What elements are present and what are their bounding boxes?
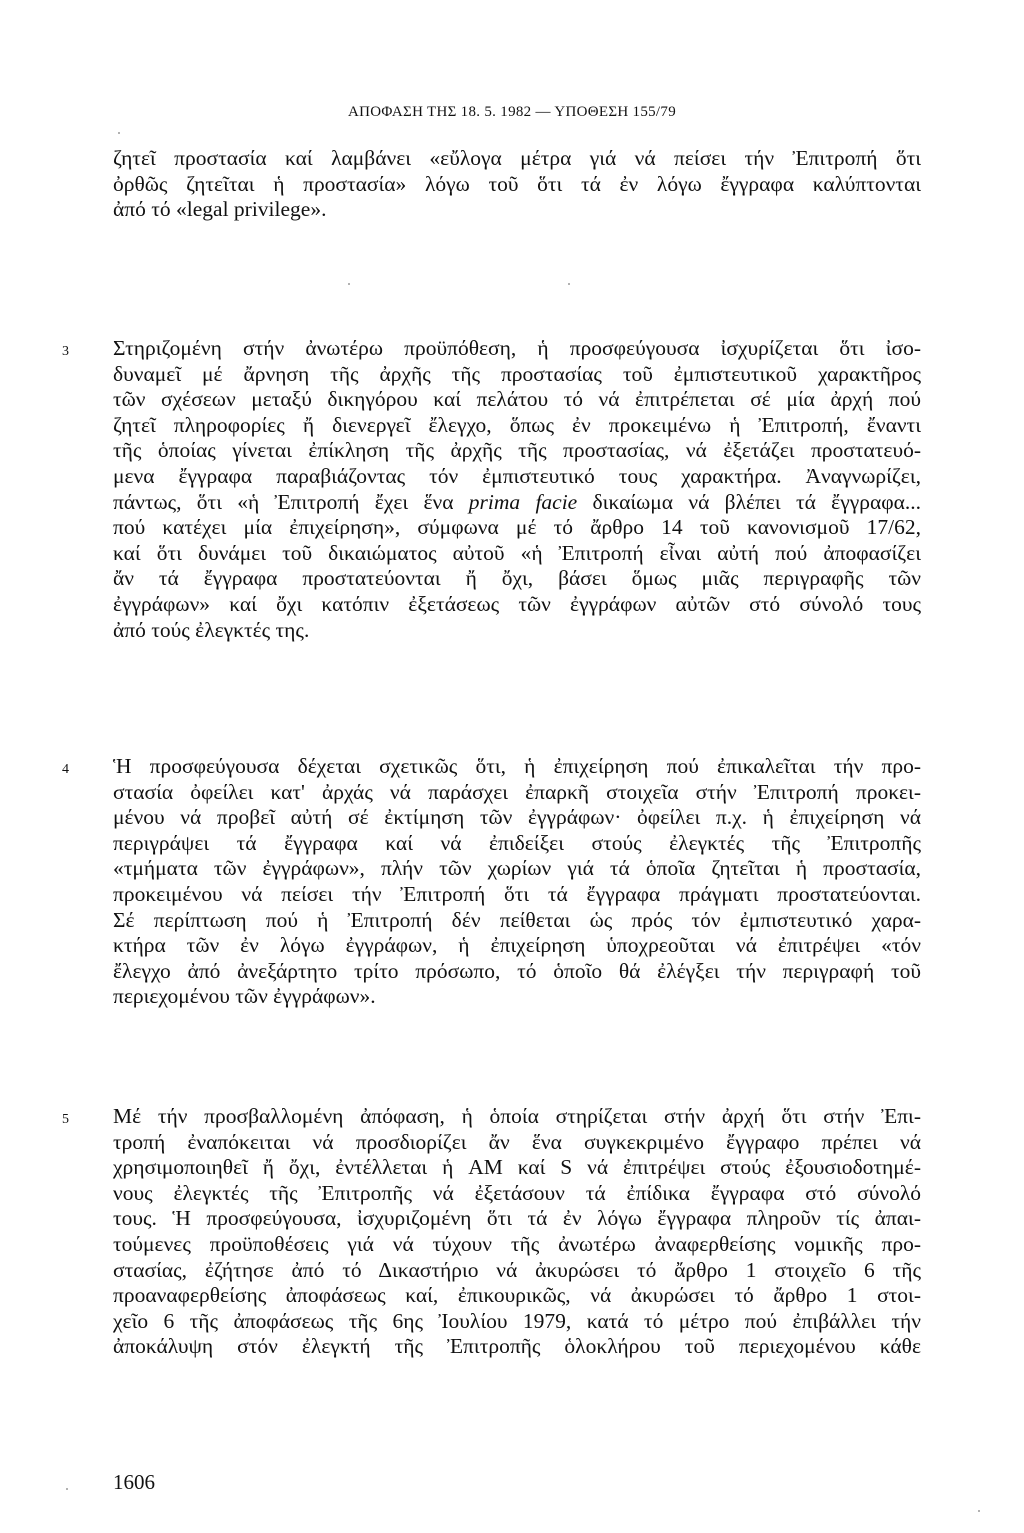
paragraph-number: 4	[62, 762, 69, 777]
text-line: Στηριζομένη στήν ἀνωτέρω προϋπόθεση, ἡ προσφεύγουσα ἰσχυρίζεται ὅτι ἰσο-	[113, 336, 921, 360]
paragraph-3	[113, 336, 921, 643]
page-number: 1606	[113, 1470, 155, 1494]
running-header	[0, 104, 1024, 121]
text-line: ἀποκάλυψη στόν ἐλεγκτή τῆς Ἐπιτροπῆς ὁλοκλήρου τοῦ περιεχομένου κάθε	[113, 1334, 921, 1359]
text-line: Σέ περίπτωση πού ἡ Ἐπιτροπή δέν πείθεται ὡς πρός τόν ἐμπιστευτικό χαρα-	[113, 907, 921, 932]
text-line: τούμενες προϋποθέσεις γιά νά τύχουν τῆς ἀνωτέρω ἀναφερθείσης νομικῆς προ-	[113, 1231, 921, 1256]
paragraph-5	[113, 1104, 921, 1360]
text-line: «τμήματα τῶν ἐγγράφων», πλήν τῶν χωρίων γιά τά ὁποῖα ζητεῖται ἡ προστασία,	[113, 856, 921, 881]
paragraph-continuation	[113, 146, 921, 223]
text-line: περιγράψει τά ἔγγραφα καί νά ἐπιδείξει στούς ἐλεγκτές τῆς Ἐπιτροπῆς	[113, 830, 921, 855]
text-line-italic-mix: πάντως, ὅτι «ἡ Ἐπιτροπή ἔχει ἕνα prima facie δικαίωμα νά βλέπει τά ἔγγραφα...	[113, 489, 922, 514]
text-line: κτήρα τῶν ἐν λόγω ἐγγράφων, ἡ ἐπιχείρηση ὑποχρεοῦται νά ἐπιτρέψει «τόν	[113, 933, 921, 958]
scan-speck	[118, 132, 120, 134]
text-line: ἔλεγχο ἀπό ἀνεξάρτητο τρίτο πρόσωπο, τό ὁποῖο θά ἐλέγξει τήν περιγραφή τοῦ	[113, 958, 921, 983]
running-header-title: ΑΠΟΦΑΣΗ ΤΗΣ 18. 5. 1982 — ΥΠΟΘΕΣΗ 155/79	[347, 104, 676, 120]
paragraph-4	[113, 754, 921, 1010]
text-line: τῆς ὁποίας γίνεται ἐπίκληση τῆς ἀρχῆς τῆς προστασίας, νά ἐξετάζει προστατευό-	[113, 438, 921, 463]
text-line: χεῖο 6 τῆς ἀποφάσεως τῆς 6ης Ἰουλίου 1979, κατά τό μέτρο πού ἐπιβάλλει τήν	[113, 1308, 921, 1333]
text-line: ζητεῖ προστασία καί λαμβάνει «εὔλογα μέτρα γιά νά πείσει τήν Ἐπιτροπή ὅτι	[113, 146, 921, 170]
text-line: τῶν σχέσεων μεταξύ δικηγόρου καί πελάτου τό νά ἐπιτρέπεται σέ μία ἀρχή πού	[113, 387, 921, 412]
scan-speck	[978, 1510, 980, 1512]
text-line: Μέ τήν προσβαλλομένη ἀπόφαση, ἡ ὁποία στηρίζεται στήν ἀρχή ὅτι στήν Ἐπι-	[113, 1104, 921, 1128]
text-line: πού κατέχει μία ἐπιχείρηση», σύμφωνα μέ τό ἄρθρο 14 τοῦ κανονισμοῦ 17/62,	[113, 515, 921, 540]
text-line: ἀπό τούς ἐλεγκτές της.	[113, 617, 310, 642]
text-line: ζητεῖ πληροφορίες ἤ διενεργεῖ ἔλεγχο, ὅπως ἐν προκειμένω ἡ Ἐπιτροπή, ἔναντι	[113, 412, 921, 437]
text-line: ἄν τά ἔγγραφα προστατεύονται ἤ ὄχι, βάσει ὅμως μιᾶς περιγραφῆς τῶν	[113, 566, 921, 591]
scan-speck	[568, 283, 570, 285]
text-line: ἀπό τό «legal privilege».	[113, 197, 327, 222]
text-line: καί ὅτι δυνάμει τοῦ δικαιώματος αὐτοῦ «ἡ Ἐπιτροπή εἶναι αὐτή πού ἀποφασίζει	[113, 540, 921, 565]
scan-speck	[348, 283, 350, 285]
text-line: περιεχομένου τῶν ἐγγράφων».	[113, 984, 376, 1009]
text-line: νους ἐλεγκτές τῆς Ἐπιτροπῆς νά ἐξετάσουν τά ἐπίδικα ἔγγραφα στό σύνολό	[113, 1180, 921, 1205]
paragraph-number: 5	[62, 1112, 69, 1127]
text-line: δυναμεῖ μέ ἄρνηση τῆς ἀρχῆς τῆς προστασίας τοῦ ἐμπιστευτικοῦ χαρακτῆρος	[113, 361, 921, 386]
text-line: χρησιμοποιηθεῖ ἤ ὄχι, ἐντέλλεται ἡ AM καί S νά ἐπιτρέψει στούς ἐξουσιοδοτημέ-	[113, 1155, 921, 1180]
text-line: ἐγγράφων» καί ὄχι κατόπιν ἐξετάσεως τῶν ἐγγράφων αὐτῶν στό σύνολό τους	[113, 591, 921, 616]
text-line: τροπή ἐναπόκειται νά προσδιορίζει ἄν ἕνα συγκεκριμένο ἔγγραφο πρέπει νά	[113, 1129, 921, 1154]
scan-speck	[66, 1488, 68, 1490]
text-line: τους. Ἡ προσφεύγουσα, ἰσχυριζομένη ὅτι τά ἐν λόγω ἔγγραφα πληροῦν τίς ἀπαι-	[113, 1206, 921, 1231]
text-line: προκειμένου νά πείσει τήν Ἐπιτροπή ὅτι τά ἔγγραφα πράγματι προστατεύονται.	[113, 881, 921, 906]
text-line: ὀρθῶς ζητεῖται ἡ προστασία» λόγω τοῦ ὅτι τά ἐν λόγω ἔγγραφα καλύπτονται	[113, 171, 921, 196]
text-line: στασίας, ἐζήτησε ἀπό τό Δικαστήριο νά ἀκυρώσει τό ἄρθρο 1 στοιχεῖο 6 τῆς	[113, 1257, 921, 1282]
text-line: στασία ὀφείλει κατ' ἀρχάς νά παράσχει ἐπαρκῆ στοιχεῖα στήν Ἐπιτροπή προκει-	[113, 779, 921, 804]
paragraph-number: 3	[62, 344, 69, 359]
text-line: μένου νά προβεῖ αὐτή σέ ἐκτίμηση τῶν ἐγγράφων· ὀφείλει π.χ. ἡ ἐπιχείρηση νά	[113, 805, 921, 830]
text-line: προαναφερθείσης ἀποφάσεως καί, ἐπικουρικῶς, νά ἀκυρώσει τό ἄρθρο 1 στοι-	[113, 1283, 921, 1308]
text-line: μενα ἔγγραφα παραβιάζοντας τόν ἐμπιστευτικό τους χαρακτήρα. Ἀναγνωρίζει,	[113, 463, 921, 488]
text-line: Ἡ προσφεύγουσα δέχεται σχετικῶς ὅτι, ἡ ἐπιχείρηση πού ἐπικαλεῖται τήν προ-	[113, 754, 921, 778]
